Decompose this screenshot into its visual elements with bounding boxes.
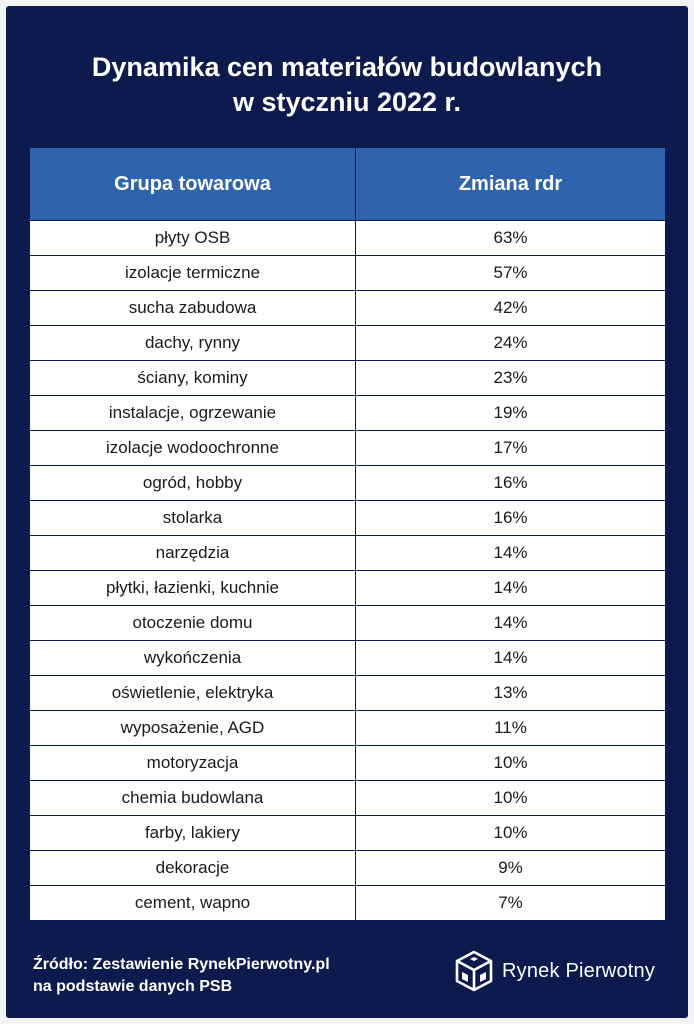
cell-change: 14% — [356, 536, 666, 571]
cell-group: dekoracje — [30, 851, 356, 886]
table-row — [30, 431, 666, 466]
table-row — [30, 606, 666, 641]
table-row — [30, 361, 666, 396]
cell-change: 9% — [356, 851, 666, 886]
table-header-row — [30, 148, 666, 221]
cell-group: narzędzia — [30, 536, 356, 571]
cell-change: 19% — [356, 396, 666, 431]
cell-group: płytki, łazienki, kuchnie — [30, 571, 356, 606]
table-row — [30, 711, 666, 746]
table-row — [30, 851, 666, 886]
cell-group: ściany, kominy — [30, 361, 356, 396]
table-row — [30, 571, 666, 606]
cell-change: 63% — [356, 221, 666, 256]
table-row — [30, 676, 666, 711]
cell-group: motoryzacja — [30, 746, 356, 781]
cell-change: 11% — [356, 711, 666, 746]
cell-group: płyty OSB — [30, 221, 356, 256]
cell-change: 10% — [356, 816, 666, 851]
column-header-group: Grupa towarowa — [30, 148, 356, 221]
cell-group: cement, wapno — [30, 886, 356, 921]
cell-group: sucha zabudowa — [30, 291, 356, 326]
cell-group: izolacje wodoochronne — [30, 431, 356, 466]
table-row — [30, 221, 666, 256]
cell-change: 57% — [356, 256, 666, 291]
cell-change: 42% — [356, 291, 666, 326]
cell-group: stolarka — [30, 501, 356, 536]
cell-change: 10% — [356, 746, 666, 781]
table-row — [30, 466, 666, 501]
cell-change: 14% — [356, 571, 666, 606]
brand-name: Rynek Pierwotny — [502, 959, 656, 982]
column-header-change: Zmiana rdr — [356, 148, 666, 221]
cell-group: farby, lakiery — [30, 816, 356, 851]
source-line-1: Źródło: Zestawienie RynekPierwotny.pl — [33, 956, 330, 973]
cell-change: 16% — [356, 466, 666, 501]
cell-group: instalacje, ogrzewanie — [30, 396, 356, 431]
table-row — [30, 641, 666, 676]
cell-group: ogród, hobby — [30, 466, 356, 501]
brand-logo — [454, 948, 655, 994]
source-note — [33, 954, 330, 998]
title-line-1: Dynamika cen materiałów budowlanych — [91, 52, 603, 82]
table-body — [30, 221, 666, 921]
cell-group: wyposażenie, AGD — [30, 711, 356, 746]
title-line-2: w styczniu 2022 r. — [232, 87, 462, 117]
table-row — [30, 816, 666, 851]
cell-group: chemia budowlana — [30, 781, 356, 816]
cell-group: dachy, rynny — [30, 326, 356, 361]
cell-group: wykończenia — [30, 641, 356, 676]
cell-change: 24% — [356, 326, 666, 361]
price-table — [29, 147, 665, 921]
table-row — [30, 746, 666, 781]
source-line-2: na podstawie danych PSB — [33, 978, 233, 995]
table-row — [30, 536, 666, 571]
table-row — [30, 291, 666, 326]
cell-change: 16% — [356, 501, 666, 536]
cell-group: otoczenie domu — [30, 606, 356, 641]
cell-change: 7% — [356, 886, 666, 921]
infographic-frame — [6, 6, 688, 1018]
cell-change: 14% — [356, 606, 666, 641]
table-row — [30, 256, 666, 291]
cell-change: 10% — [356, 781, 666, 816]
cube-house-logo-icon — [454, 950, 494, 992]
page-title — [6, 50, 688, 120]
cell-change: 23% — [356, 361, 666, 396]
cell-group: izolacje termiczne — [30, 256, 356, 291]
table-row — [30, 781, 666, 816]
table-row — [30, 326, 666, 361]
table-row — [30, 886, 666, 921]
cell-change: 17% — [356, 431, 666, 466]
cell-change: 14% — [356, 641, 666, 676]
cell-group: oświetlenie, elektryka — [30, 676, 356, 711]
price-table-grid — [29, 147, 666, 921]
table-row — [30, 396, 666, 431]
cell-change: 13% — [356, 676, 666, 711]
table-row — [30, 501, 666, 536]
